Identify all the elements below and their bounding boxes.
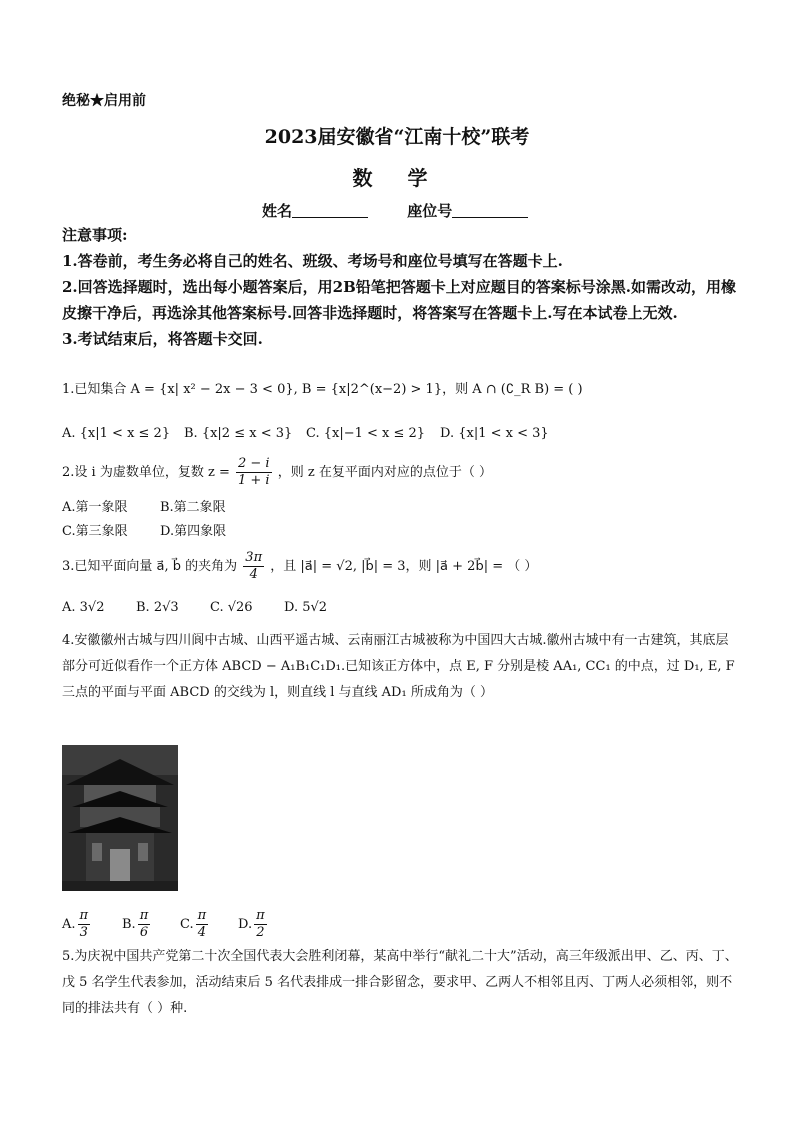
question-3-options [62,598,327,618]
option-c: C. $\frac{\pi}{4}$ [180,908,207,940]
seat-label: 座位号 [407,202,453,220]
option-d: D. {x|1 < x < 3} [440,426,549,441]
q3-fraction [243,550,264,583]
student-info-fields [262,200,528,221]
question-4-stem: 4.安徽徽州古城与四川阆中古城、山西平遥古城、云南丽江古城被称为中国四大古城.徽州古城中有一古建筑，其底层部分可近似看作一个正方体 ABCD − A₁B₁C₁D₁.已知该正方体中，点 E, F 分别是棱 AA₁, CC₁ 的中点，过 D₁, E, F 三点的平面与平面 ABCD 的交线为 l，则直线 l 与直线 AD₁ 所成角为（ ） [62,633,735,700]
question-4-options [62,908,269,941]
option-a: A.第一象限 [62,500,128,515]
q3-stem-suffix: ，且 |a⃗| = √2, |b⃗| = 3，则 |a⃗ + 2b⃗| = （ ） [270,559,538,574]
subject-title: 数 学 [352,166,442,190]
notice-section [62,222,742,352]
question-1-stem: 1.已知集合 A = {x| x² − 2x − 3 < 0}, B = {x|2^(x−2) > 1}，则 A ∩ (∁_R B) = ( ) [62,382,583,397]
option-a: A. {x|1 < x ≤ 2} [62,426,171,441]
option-d: D. $\frac{\pi}{2}$ [238,908,265,940]
option-a: A. $\frac{\pi}{3}$ [62,908,89,940]
q2-stem-prefix: 2.设 i 为虚数单位，复数 z = [62,465,230,480]
option-b: B.第二象限 [160,500,226,515]
pavilion-image [62,745,178,891]
notice-item-1: 1.答卷前，考生务必将自己的姓名、班级、考场号和座位号填写在答题卡上. [62,252,563,270]
option-c: C. √26 [210,600,253,615]
option-d: D.第四象限 [160,524,227,539]
notice-item-3: 3.考试结束后，将答题卡交回. [62,330,263,348]
q2-frac-den: 1 + i [237,473,270,488]
q2-frac-num: 2 − i [237,456,270,471]
question-3-stem [62,550,537,583]
seat-blank[interactable] [452,202,528,218]
name-blank[interactable] [292,202,368,218]
question-2-options-row1 [62,498,226,518]
q2-fraction [236,456,272,489]
option-b: B. {x|2 ≤ x < 3} [184,426,293,441]
question-2-stem [62,456,492,489]
question-5-stem: 5.为庆祝中国共产党第二十次全国代表大会胜利闭幕，某高中举行“献礼二十大”活动，高三年级派出甲、乙、丙、丁、戊 5 名学生代表参加，活动结束后 5 名代表排成一排合影留念，要求甲、乙两人不相邻且丙、丁两人必须相邻，则不同的排法共有（ ）种. [62,949,738,1016]
q3-frac-num: 3π [245,550,263,565]
q3-frac-den: 4 [249,567,258,582]
exam-title: 2023届安徽省“江南十校”联考 [264,126,530,148]
q3-stem-prefix: 3.已知平面向量 a⃗, b⃗ 的夹角为 [62,559,238,574]
q2-stem-suffix: ，则 z 在复平面内对应的点位于（ ） [277,465,492,480]
option-d: D. 5√2 [284,600,328,615]
option-a: A. 3√2 [62,600,105,615]
name-label: 姓名 [262,202,293,220]
notice-item-2: 2.回答选择题时，选出每小题答案后，用2B铅笔把答题卡上对应题目的答案标号涂黑.如需改动，用橡皮擦干净后，再选涂其他答案标号.回答非选择题时，将答案写在答题卡上.写在本试卷上无效. [62,278,737,322]
option-c: C.第三象限 [62,524,128,539]
confidential-mark: 绝秘★启用前 [62,93,146,109]
notice-heading: 注意事项: [62,226,128,244]
option-b: B. 2√3 [136,600,179,615]
question-2-options-row2 [62,522,226,542]
option-c: C. {x|−1 < x ≤ 2} [306,426,426,441]
option-b: B. $\frac{\pi}{6}$ [122,908,149,940]
ancient-building-photo [62,745,178,891]
question-1-options [62,424,549,444]
